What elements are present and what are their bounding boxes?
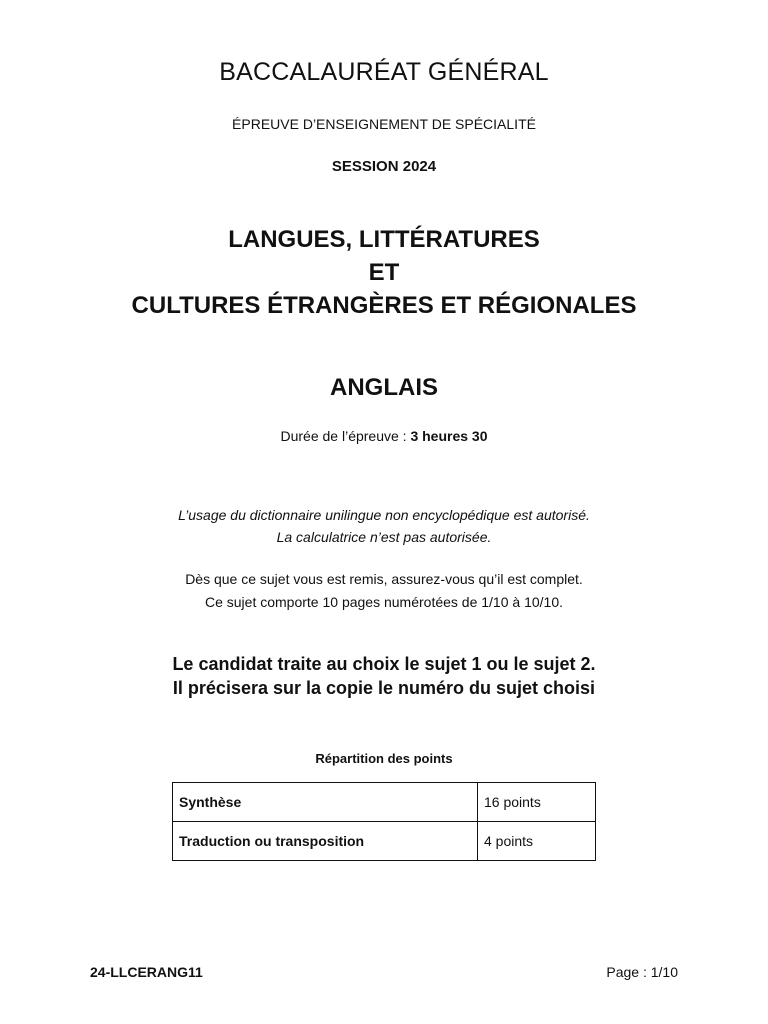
session-label: SESSION 2024 xyxy=(331,158,437,175)
points-value: 16 points xyxy=(478,783,596,822)
table-row xyxy=(173,822,596,861)
points-table xyxy=(172,782,596,861)
table-row xyxy=(173,783,596,822)
points-label: Traduction ou transposition xyxy=(173,822,478,861)
page-count-note: Ce sujet comporte 10 pages numérotées de 1/10 à 10/10. xyxy=(204,594,563,610)
completeness-note: Dès que ce sujet vous est remis, assurez-vous qu’il est complet. xyxy=(185,571,583,587)
exam-title: BACCALAURÉAT GÉNÉRAL xyxy=(219,58,549,86)
duration-value: 3 heures 30 xyxy=(410,428,488,444)
calculator-rule: La calculatrice n’est pas autorisée. xyxy=(276,529,492,545)
subject-title-line-2: ET xyxy=(368,259,400,286)
duration-line xyxy=(0,428,768,444)
choice-instruction-2: Il précisera sur la copie le numéro du sujet choisi xyxy=(172,678,596,698)
points-label: Synthèse xyxy=(173,783,478,822)
language-title: ANGLAIS xyxy=(330,374,438,401)
subject-title-line-3: CULTURES ÉTRANGÈRES ET RÉGIONALES xyxy=(131,292,637,319)
points-value: 4 points xyxy=(478,822,596,861)
exam-code: 24-LLCERANG11 xyxy=(90,964,203,980)
choice-instruction-1: Le candidat traite au choix le sujet 1 ou le sujet 2. xyxy=(172,654,596,674)
duration-label: Durée de l’épreuve : xyxy=(280,428,411,444)
page-number: Page : 1/10 xyxy=(606,964,678,980)
subject-title-line-1: LANGUES, LITTÉRATURES xyxy=(228,226,540,253)
dictionary-rule: L’usage du dictionnaire unilingue non encyclopédique est autorisé. xyxy=(178,507,590,523)
points-title: Répartition des points xyxy=(315,751,453,766)
exam-type: ÉPREUVE D’ENSEIGNEMENT DE SPÉCIALITÉ xyxy=(232,116,536,132)
